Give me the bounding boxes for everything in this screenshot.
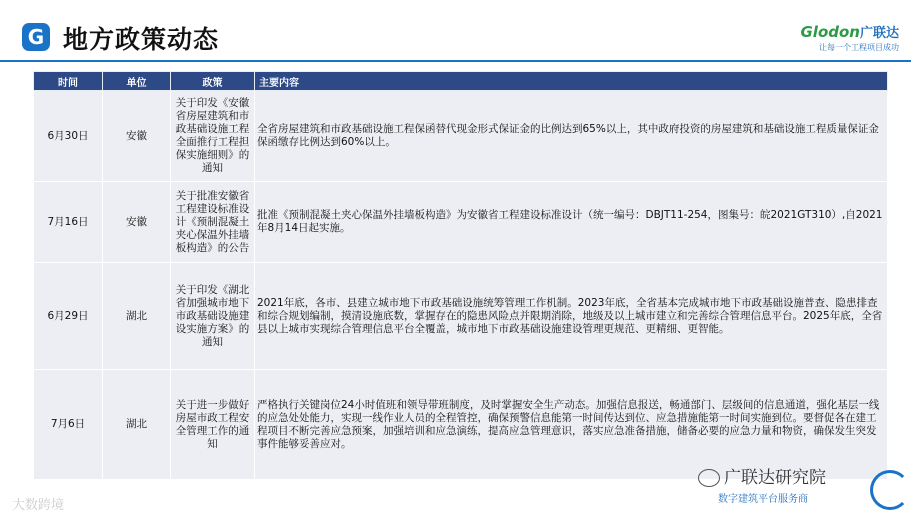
brand-slogan: 让每一个工程项目成功 [819, 43, 899, 52]
row-date: 6月29日 [34, 263, 103, 370]
bottom-left-watermark: 大数跨境 [12, 498, 65, 513]
row-unit: 安徽 [103, 182, 171, 263]
header-content: 主要内容 [255, 72, 888, 91]
row-unit: 湖北 [103, 263, 171, 370]
row-policy: 关于批准安徽省工程建设标准设计《预制混凝土夹心保温外挂墙板构造》的公告 [171, 182, 255, 263]
row-content: 批准《预制混凝土夹心保温外挂墙板构造》为安徽省工程建设标准设计（统一编号：DBJT11-254，图集号：皖2021GT310）,自2021年8月14日起实施。 [255, 182, 888, 263]
row-unit: 湖北 [103, 370, 171, 480]
table-row [34, 263, 888, 370]
header-divider [0, 60, 911, 62]
row-date: 6月30日 [34, 91, 103, 182]
row-content: 全省房屋建筑和市政基础设施工程保函替代现金形式保证金的比例达到65%以上，其中政府投资的房屋建筑和基础设施工程质量保证金保函缴存比例达到60%以上。 [255, 91, 888, 182]
row-date: 7月6日 [34, 370, 103, 480]
row-policy: 关于进一步做好房屋市政工程安全管理工作的通知 [171, 370, 255, 480]
page-title: 地方政策动态 [63, 25, 220, 54]
wechat-watermark [698, 463, 826, 488]
header-unit: 单位 [103, 72, 171, 91]
brand-cn: 广联达 [859, 26, 899, 41]
brand-logo [801, 22, 900, 53]
row-policy: 关于印发《湖北省加强城市地下市政基础设施建设实施方案》的通知 [171, 263, 255, 370]
row-date: 7月16日 [34, 182, 103, 263]
row-unit: 安徽 [103, 91, 171, 182]
page-header [0, 0, 911, 62]
footer-ring-icon [870, 470, 910, 510]
footer-service-text: 数字建筑平台服务商 [718, 494, 808, 505]
policy-table [33, 71, 888, 480]
table-header-row [34, 72, 888, 91]
header-date: 时间 [34, 72, 103, 91]
watermark-text: 广联达研究院 [724, 468, 826, 488]
brand-name: Glodon广联达 [800, 23, 899, 41]
row-content: 严格执行关键岗位24小时值班和领导带班制度，及时掌握安全生产动态。加强信息报送，畅通部门、层级间的信息通道，强化基层一线的应急处处能力，实现一线作业人员的全程管控，确保预警信息能第一时间传达到位、应急措施能第一时间实施到位。要督促各在建工程项目不断完善应急预案，加强培训和应急演练，提高应急管理意识，落实应急准备措施，储备必要的应急力量和物资，确保发生突发事件能够妥善应对。 [255, 370, 888, 480]
glodon-logo-icon: G [22, 23, 50, 51]
header-policy: 政策 [171, 72, 255, 91]
row-policy: 关于印发《安徽省房屋建筑和市政基础设施工程全面推行工程担保实施细则》的通知 [171, 91, 255, 182]
table-row [34, 182, 888, 263]
table-row [34, 91, 888, 182]
row-content: 2021年底，各市、县建立城市地下市政基础设施统筹管理工作机制。2023年底，全省基本完成城市地下市政基础设施普查、隐患排查和综合规划编制，摸清设施底数，掌握存在的隐患风险点并限期消除，地级及以上城市建立和完善综合管理信息平台。2025年底，全省县以上城市实现综合管理信息平台全覆盖，城市地下市政基础设施建设管理更规范、更精细、更智能。 [255, 263, 888, 370]
wechat-icon [698, 469, 720, 487]
